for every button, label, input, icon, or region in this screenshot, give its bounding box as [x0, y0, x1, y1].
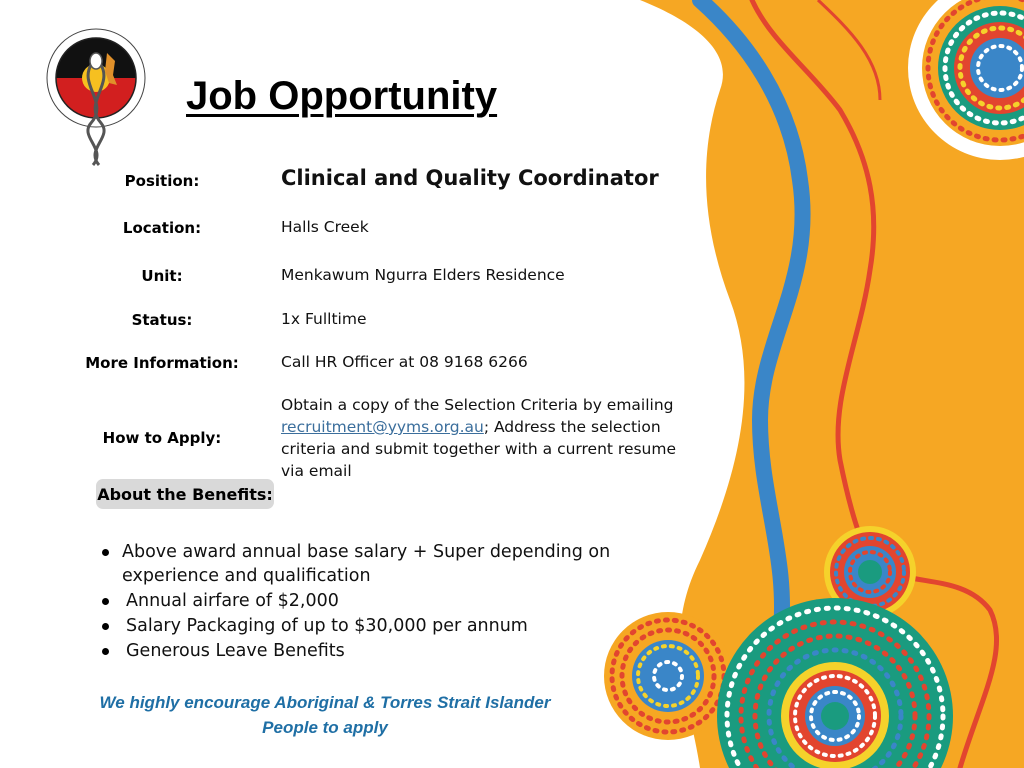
benefit-item: Salary Packaging of up to $30,000 per annum	[100, 614, 620, 638]
unit-label: Unit:	[141, 267, 183, 285]
benefit-item: Above award annual base salary + Super depending on experience and qualification	[100, 540, 620, 588]
more-information-value: Call HR Officer at 08 9168 6266	[281, 353, 528, 371]
position-value: Clinical and Quality Coordinator	[281, 166, 659, 190]
location-label: Location:	[122, 219, 202, 237]
page-title: Job Opportunity	[186, 74, 498, 118]
unit-value: Menkawum Ngurra Elders Residence	[281, 266, 565, 284]
benefits-list	[100, 540, 620, 664]
encouragement-line-1: We highly encourage Aboriginal & Torres Strait Islander	[99, 693, 551, 712]
apply-text-after: ; Address the selection criteria and submit together with a current resume via email	[281, 418, 677, 480]
apply-text-before: Obtain a copy of the Selection Criteria by emailing	[281, 396, 674, 414]
more-information-label: More Information:	[85, 354, 239, 372]
location-value: Halls Creek	[281, 218, 369, 236]
encouragement-line-2: People to apply	[262, 718, 388, 737]
how-to-apply-text	[281, 394, 681, 482]
benefit-item: Generous Leave Benefits	[100, 639, 620, 663]
dot-circle-orange	[604, 612, 732, 740]
status-label: Status:	[131, 311, 193, 329]
recruitment-email-link[interactable]: recruitment@yyms.org.au	[281, 418, 484, 436]
how-to-apply-label: How to Apply:	[102, 429, 222, 447]
organisation-logo	[45, 25, 147, 170]
status-value: 1x Fulltime	[281, 310, 367, 328]
benefits-heading: About the Benefits:	[96, 479, 274, 509]
encouragement-message	[80, 690, 570, 740]
benefit-item: Annual airfare of $2,000	[100, 589, 620, 613]
position-label: Position:	[124, 172, 200, 190]
